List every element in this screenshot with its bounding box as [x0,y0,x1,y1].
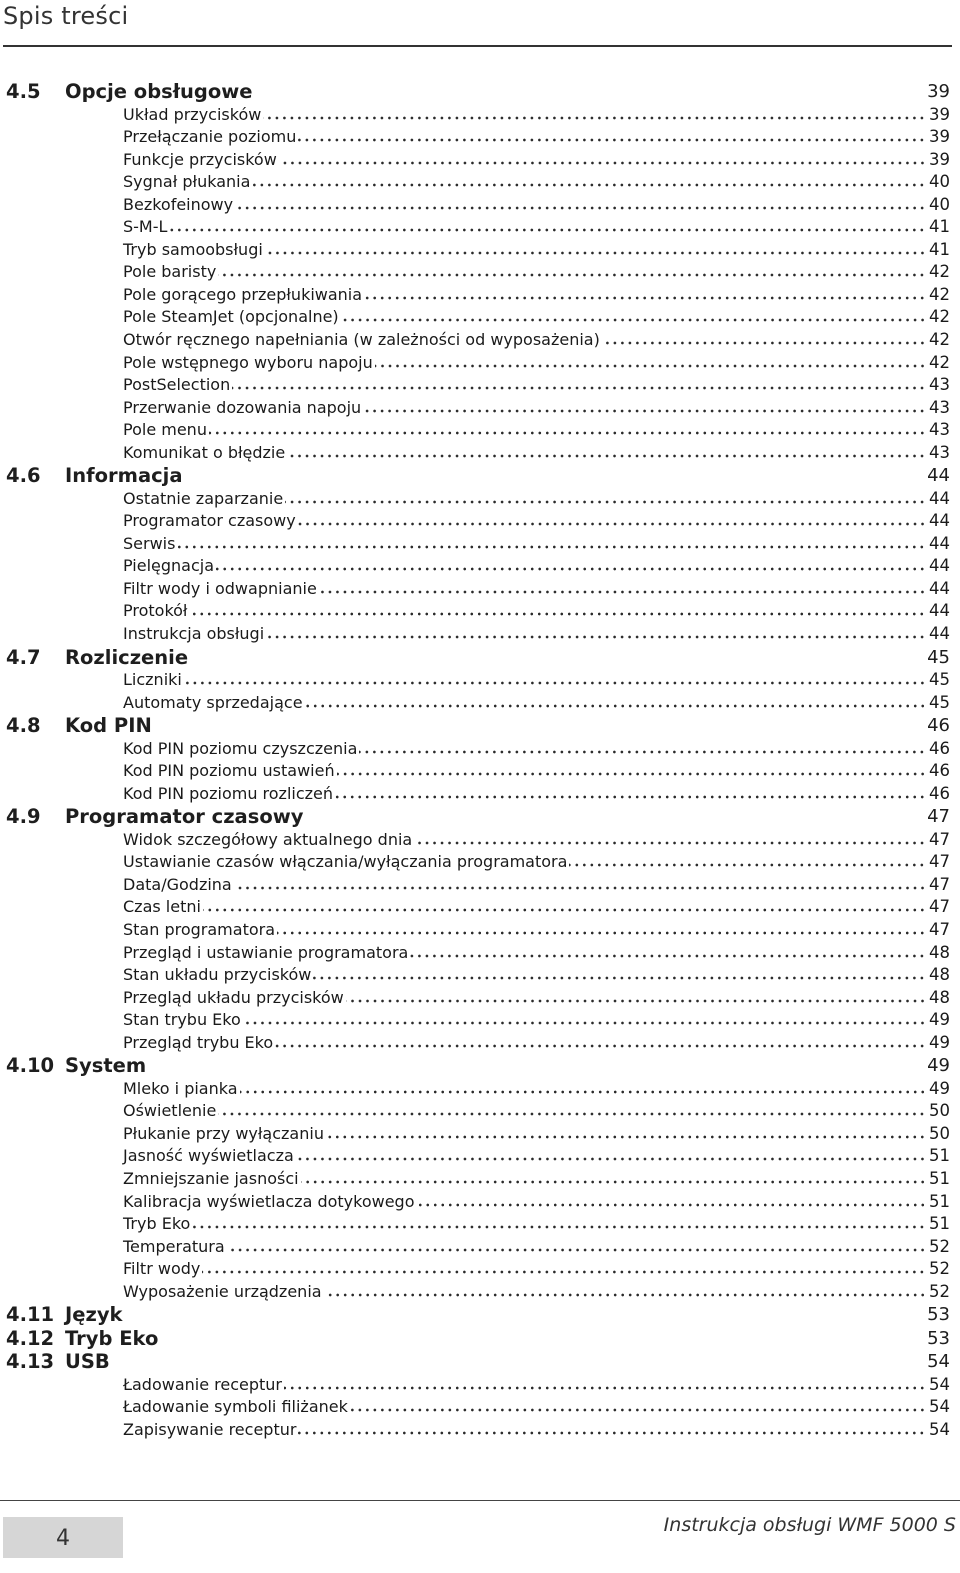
entry-page: 40 [929,172,950,192]
entry-page: 44 [929,556,950,576]
section-title: USB [65,1350,110,1374]
toc-entry[interactable] [6,149,950,172]
header-divider [3,45,952,47]
entry-title: Stan trybu Eko [123,1010,241,1030]
section-number: 4.5 [6,80,41,103]
section-title: Programator czasowy [65,805,304,829]
entry-page: 45 [929,670,950,690]
dot-leader [275,1044,926,1048]
entry-title: Kod PIN poziomu czyszczenia [123,738,358,758]
entry-page: 49 [929,1078,950,1098]
entry-title: Komunikat o błędzie [123,442,286,462]
dot-leader [417,1203,927,1207]
section-page: 44 [927,465,950,487]
entry-title: Ostatnie zaparzanie [123,488,284,508]
toc-entry[interactable] [6,126,950,149]
toc-entry[interactable] [6,171,950,194]
entry-page: 50 [929,1101,950,1121]
entry-page: 47 [929,920,950,939]
dot-leader [359,750,926,754]
page-title: Spis treści [3,2,129,30]
dot-leader [243,1021,926,1025]
toc-section[interactable] [6,714,950,738]
entry-title: Otwór ręcznego napełniania (w zależności od wyposażenia) [123,329,600,349]
dot-leader [218,1112,926,1116]
toc-entry[interactable] [6,194,950,217]
toc-entry[interactable] [6,783,950,806]
entry-title: Przerwanie dozowania napoju [123,397,362,417]
entry-title: Widok szczegółowy aktualnego dnia [123,829,413,849]
entry-title: Kalibracja wyświetlacza dotykowego [123,1191,415,1211]
toc-entry[interactable] [6,1281,950,1304]
page-number-box [3,1517,123,1558]
entry-page: 42 [929,352,950,372]
entry-page: 41 [929,217,950,237]
toc-entry[interactable] [6,533,950,556]
toc-entry[interactable] [6,1374,950,1397]
entry-page: 43 [929,442,950,462]
toc-section[interactable] [6,1350,950,1374]
section-title: System [65,1054,147,1078]
dot-leader [319,590,926,594]
section-number: 4.9 [6,805,41,829]
entry-page: 43 [929,375,950,395]
toc-entry[interactable] [6,964,950,987]
entry-title: Tryb Eko [123,1214,191,1234]
entry-title: Stan układu przycisków [123,965,312,985]
entry-page: 39 [929,149,950,169]
toc-entry[interactable] [6,261,950,284]
section-page: 45 [927,646,950,668]
toc-entry[interactable] [6,216,950,239]
dot-leader [350,1408,926,1412]
entry-title: Instrukcja obsługi [123,624,265,644]
entry-title: Ładowanie symboli filiżanek [123,1397,348,1417]
entry-page: 40 [929,194,950,214]
entry-title: Pole SteamJet (opcjonalne) [123,307,339,327]
entry-title: Sygnał płukania [123,172,251,192]
toc-entry[interactable] [6,329,950,352]
footer-divider [0,1500,960,1501]
dot-leader [235,206,926,210]
dot-leader [240,1090,926,1094]
toc-entry[interactable] [6,104,950,127]
entry-page: 51 [929,1146,950,1166]
entry-page: 54 [929,1419,950,1439]
entry-page: 43 [929,397,950,417]
dot-leader [313,976,926,980]
toc-entry[interactable] [6,623,950,646]
entry-title: Płukanie przy wyłączaniu [123,1123,324,1143]
entry-page: 51 [929,1168,950,1188]
entry-title: Pole baristy [123,262,217,282]
dot-leader [335,795,926,799]
toc-entry[interactable] [6,374,950,397]
toc-entry[interactable] [6,1191,950,1214]
dot-leader [298,138,926,142]
toc-entry[interactable] [6,738,950,761]
section-number: 4.7 [6,645,41,669]
section-title: Kod PIN [65,714,152,738]
dot-leader [298,1431,926,1435]
entry-title: Filtr wody i odwapnianie [123,578,317,598]
toc-entry[interactable] [6,874,950,897]
dot-leader [202,1270,926,1274]
toc-entry[interactable] [6,578,950,601]
dot-leader [252,183,926,187]
dot-leader [285,500,926,504]
toc-section[interactable] [6,646,950,670]
toc-entry[interactable] [6,1213,950,1236]
toc-entry[interactable] [6,1236,950,1259]
entry-page: 47 [929,897,950,917]
toc-entry[interactable] [6,1419,950,1442]
dot-leader [326,1135,926,1139]
entry-title: Data/Godzina [123,874,232,894]
entry-title: Filtr wody [123,1259,201,1279]
dot-leader [184,681,926,685]
dot-leader [337,772,926,776]
entry-title: Pole wstępnego wyboru napoju [123,352,373,372]
section-title: Opcje obsługowe [65,80,253,103]
entry-title: Serwis [123,533,176,553]
dot-leader [263,116,926,120]
entry-title: Programator czasowy [123,511,296,531]
toc-entry[interactable] [6,896,950,919]
dot-leader [363,409,926,413]
dot-leader [266,635,926,639]
dot-leader [218,273,926,277]
entry-title: Pielęgnacja [123,556,215,576]
section-page: 54 [927,1351,950,1373]
entry-page: 52 [929,1236,950,1256]
toc-entry[interactable] [6,1396,950,1419]
toc-entry[interactable] [6,555,950,578]
section-number: 4.8 [6,714,41,738]
section-title: Język [65,1303,123,1327]
entry-title: Przełączanie poziomu [123,127,297,147]
toc-entry[interactable] [6,284,950,307]
dot-leader [414,841,926,845]
entry-title: Wyposażenie urządzenia [123,1281,322,1301]
dot-leader [265,251,926,255]
entry-title: Układ przycisków [123,104,262,124]
entry-page: 54 [929,1374,950,1394]
section-number: 4.10 [6,1054,55,1078]
section-title: Rozliczenie [65,645,189,669]
entry-page: 49 [929,1010,950,1030]
entry-title: Funkcje przycisków [123,149,277,169]
toc-entry[interactable] [6,419,950,442]
toc-entry[interactable] [6,510,950,533]
entry-page: 50 [929,1123,950,1143]
entry-title: Oświetlenie [123,1101,217,1121]
entry-title: Protokół [123,601,188,621]
entry-title: Ustawianie czasów włączania/wyłączania programatora [123,852,568,872]
toc-section[interactable] [6,1327,950,1351]
section-number: 4.11 [6,1303,55,1327]
toc-entry[interactable] [6,987,950,1010]
toc-entry[interactable] [6,488,950,511]
entry-title: Zmniejszanie jasności [123,1168,299,1188]
section-number: 4.13 [6,1350,55,1374]
dot-leader [279,161,926,165]
toc-section[interactable] [6,1303,950,1327]
dot-leader [234,886,926,890]
entry-page: 52 [929,1259,950,1279]
entry-page: 54 [929,1397,950,1417]
entry-page: 44 [929,533,950,553]
dot-leader [203,908,926,912]
entry-page: 49 [929,1032,950,1052]
entry-page: 46 [929,738,950,758]
entry-title: Przegląd i ustawianie programatora [123,942,409,962]
entry-title: Czas letni [123,897,201,917]
entry-title: S-M-L [123,217,168,237]
toc-entry[interactable] [6,600,950,623]
entry-title: Kod PIN poziomu ustawień [123,761,335,781]
section-number: 4.12 [6,1326,55,1350]
section-title: Informacja [65,464,183,488]
entry-page: 44 [929,624,950,644]
entry-title: Mleko i pianka [123,1078,238,1098]
dot-leader [364,296,926,300]
dot-leader [305,704,926,708]
entry-title: Bezkofeinowy [123,194,234,214]
entry-page: 44 [929,601,950,621]
dot-leader [216,567,926,571]
toc-entry[interactable] [6,1100,950,1123]
toc-entry[interactable] [6,1123,950,1146]
entry-title: PostSelection [123,375,231,395]
entry-page: 47 [929,829,950,849]
dot-leader [284,1386,926,1390]
section-page: 53 [927,1304,950,1326]
entry-page: 47 [929,874,950,894]
entry-page: 45 [929,692,950,712]
section-page: 39 [927,81,950,102]
entry-page: 51 [929,1214,950,1234]
toc-entry[interactable] [6,919,950,942]
dot-leader [298,522,926,526]
toc-entry[interactable] [6,1078,950,1101]
entry-page: 48 [929,987,950,1007]
toc-entry[interactable] [6,692,950,715]
toc-section[interactable] [6,1054,950,1078]
dot-leader [410,954,926,958]
entry-page: 44 [929,488,950,508]
dot-leader [341,318,926,322]
entry-page: 41 [929,239,950,259]
dot-leader [232,386,926,390]
entry-title: Automaty sprzedające [123,692,303,712]
entry-page: 48 [929,965,950,985]
dot-leader [177,545,926,549]
dot-leader [277,931,926,935]
section-number: 4.6 [6,464,41,488]
toc-section[interactable] [6,80,950,104]
entry-page: 43 [929,420,950,440]
page-number: 4 [56,1526,70,1551]
entry-page: 46 [929,761,950,781]
dot-leader [209,431,926,435]
dot-leader [287,454,926,458]
section-page: 47 [927,806,950,828]
entry-page: 47 [929,852,950,872]
toc-entry[interactable] [6,352,950,375]
entry-page: 39 [929,104,950,124]
dot-leader [192,1225,926,1229]
dot-leader [169,228,926,232]
entry-page: 52 [929,1281,950,1301]
entry-title: Tryb samoobsługi [123,239,263,259]
entry-title: Kod PIN poziomu rozliczeń [123,783,334,803]
toc-entry[interactable] [6,442,950,465]
toc-entry[interactable] [6,829,950,852]
entry-page: 42 [929,307,950,327]
entry-title: Pole gorącego przepłukiwania [123,284,363,304]
entry-title: Przegląd trybu Eko [123,1032,274,1052]
toc-entry[interactable] [6,1032,950,1055]
dot-leader [602,341,926,345]
toc-entry[interactable] [6,239,950,262]
entry-page: 44 [929,511,950,531]
section-title: Tryb Eko [65,1326,159,1350]
dot-leader [189,612,926,616]
entry-page: 42 [929,284,950,304]
toc-section[interactable] [6,464,950,488]
entry-title: Temperatura [123,1236,225,1256]
section-page: 46 [927,715,950,737]
entry-page: 42 [929,329,950,349]
entry-title: Przegląd układu przycisków [123,987,344,1007]
dot-leader [569,863,926,867]
entry-page: 46 [929,783,950,803]
entry-title: Liczniki [123,670,182,690]
section-page: 53 [927,1327,950,1349]
toc-entry[interactable] [6,851,950,874]
dot-leader [301,1180,926,1184]
dot-leader [227,1248,926,1252]
entry-page: 39 [929,127,950,147]
section-page: 49 [927,1055,950,1077]
toc-entry[interactable] [6,669,950,692]
entry-title: Pole menu [123,420,207,440]
toc-entry[interactable] [6,942,950,965]
toc-section[interactable] [6,805,950,829]
entry-page: 44 [929,578,950,598]
dot-leader [346,999,926,1003]
entry-title: Stan programatora [123,920,276,939]
entry-page: 51 [929,1191,950,1211]
entry-title: Zapisywanie receptur [123,1419,297,1439]
toc-entry[interactable] [6,1009,950,1032]
entry-title: Ładowanie receptur [123,1374,283,1394]
entry-page: 48 [929,942,950,962]
dot-leader [375,364,926,368]
entry-title: Jasność wyświetlacza [123,1146,294,1166]
dot-leader [324,1293,926,1297]
entry-page: 42 [929,262,950,282]
toc-entry[interactable] [6,306,950,329]
toc-entry[interactable] [6,1145,950,1168]
toc-entry[interactable] [6,760,950,783]
table-of-contents [6,80,950,1441]
toc-entry[interactable] [6,1258,950,1281]
toc-entry[interactable] [6,397,950,420]
toc-entry[interactable] [6,1168,950,1191]
dot-leader [296,1157,926,1161]
document-title: Instrukcja obsługi WMF 5000 S [663,1514,956,1536]
